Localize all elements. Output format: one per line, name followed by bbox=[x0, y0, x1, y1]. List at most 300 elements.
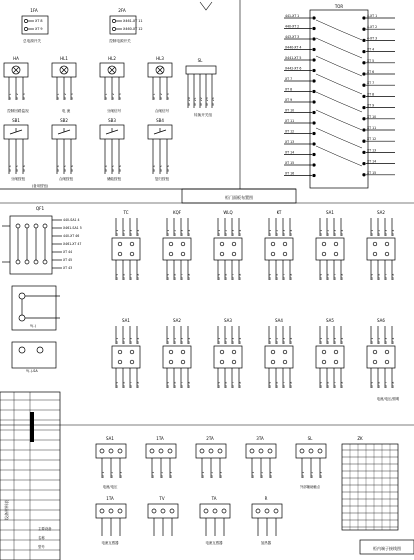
tor-left-label: XT 11 bbox=[285, 119, 295, 123]
relay-row1-terminal-label: XT 1 bbox=[268, 229, 272, 236]
tor-terminal bbox=[313, 38, 316, 41]
button-id: SB4 bbox=[156, 118, 164, 123]
bottom-block-terminal bbox=[300, 449, 304, 453]
lamp-id: HL3 bbox=[156, 56, 164, 61]
bottom-row2-terminal bbox=[152, 509, 156, 513]
lamp-terminal-label: XT 1 bbox=[152, 93, 156, 100]
bottom-row2-box bbox=[96, 504, 126, 518]
lamp-caption: 控制回路监视 bbox=[7, 109, 29, 113]
tor-terminal bbox=[313, 90, 316, 93]
relay-row1-terminal-label: XT 1 bbox=[217, 229, 221, 236]
relay-row2-terminal-label: XT 8 bbox=[187, 381, 191, 388]
qf1-terminal bbox=[43, 224, 47, 228]
bottom-block-terminal bbox=[100, 449, 104, 453]
relay-row1-id: KT bbox=[276, 210, 282, 215]
relay-row2-terminal-label: XT 5 bbox=[370, 381, 374, 388]
lamp-terminal-label: XT 1 bbox=[104, 93, 108, 100]
relay-row2-id: SA1 bbox=[122, 318, 130, 323]
sl-terminal-label: XT 24 bbox=[211, 97, 215, 106]
relay-row1-terminal-label: XT 7 bbox=[231, 273, 235, 280]
tor-right-label: XT 15 bbox=[367, 170, 377, 175]
relay-row1-id: SA1 bbox=[326, 210, 334, 215]
tor-terminal bbox=[363, 95, 366, 98]
tor-left-label: XT 14 bbox=[285, 150, 295, 155]
relay-row2-terminal-label: XT 5 bbox=[115, 381, 119, 388]
relay-row2-terminal-label: XT 2 bbox=[122, 337, 126, 344]
tor-right-label: XT 8 bbox=[367, 92, 375, 97]
bottom-block-caption: 电流/电压 bbox=[102, 485, 118, 489]
tor-internal-wire bbox=[316, 146, 362, 166]
button-terminal-label: XT 5 bbox=[111, 165, 115, 172]
tor-left-label: XT 12 bbox=[285, 129, 295, 134]
north-arrow bbox=[200, 2, 212, 10]
relay-row1-terminal-label: XT 5 bbox=[268, 273, 272, 280]
tor-terminal bbox=[363, 39, 366, 42]
relay-row1-terminal bbox=[232, 242, 236, 246]
bottom-row2-id: TA bbox=[211, 496, 217, 501]
relay-row2-terminal-label: XT 6 bbox=[275, 381, 279, 388]
relay-row2-terminal-label: XT 7 bbox=[231, 381, 235, 388]
title-block-text: 主要设备 bbox=[38, 527, 52, 531]
relay-row1-terminal-label: XT 3 bbox=[231, 229, 235, 236]
tor-terminal bbox=[313, 80, 316, 83]
relay-row2-terminal-label: XT 8 bbox=[340, 381, 344, 388]
relay-row1-box bbox=[112, 238, 140, 260]
relay-row1-terminal-label: XT 5 bbox=[115, 273, 119, 280]
relay-row2-terminal bbox=[118, 350, 122, 354]
relay-row1-terminal bbox=[130, 252, 134, 256]
tor-right-label: 4-XT 1 bbox=[367, 14, 378, 18]
bottom-block-terminal bbox=[259, 449, 263, 453]
relay-row2-box bbox=[265, 346, 293, 368]
relay-row2-terminal-label: XT 7 bbox=[333, 381, 337, 388]
relay-row1-terminal-label: XT 2 bbox=[326, 229, 330, 236]
relay-row1-terminal bbox=[169, 252, 173, 256]
tor-terminal bbox=[363, 73, 366, 76]
bottom-block-label: XT 1 bbox=[251, 471, 255, 478]
relay-row2-terminal bbox=[283, 360, 287, 364]
qf1-label: X461-XT 47 bbox=[63, 242, 82, 246]
button-terminal-label: XT 6 bbox=[166, 165, 170, 172]
relay-row1-terminal-label: XT 2 bbox=[173, 229, 177, 236]
bottom-row2-terminal bbox=[170, 509, 174, 513]
bottom-block-label: XT 3 bbox=[169, 471, 173, 478]
bottom-row2-terminal bbox=[213, 509, 217, 513]
relay-row2-terminal-label: XT 4 bbox=[340, 337, 344, 344]
button-terminal-label: XT 6 bbox=[118, 165, 122, 172]
bottom-block-label: XT 3 bbox=[269, 471, 273, 478]
lamp-terminal-label: XT 2 bbox=[111, 93, 115, 100]
qf1-label: XT 43 bbox=[63, 266, 73, 270]
zk-id: ZK bbox=[357, 436, 363, 441]
button-terminal-label: XT 6 bbox=[70, 165, 74, 172]
relay-row1-terminal bbox=[220, 252, 224, 256]
qf1-terminal bbox=[43, 260, 47, 264]
tor-terminal bbox=[313, 69, 316, 72]
tor-terminal bbox=[313, 101, 316, 104]
relay-row2-terminal bbox=[322, 360, 326, 364]
relay-row2-id: SA5 bbox=[326, 318, 334, 323]
relay-row1-terminal-label: XT 4 bbox=[391, 229, 395, 236]
tor-frame bbox=[310, 10, 368, 188]
tor-right-label: XT 10 bbox=[367, 114, 377, 119]
relay-row2-terminal bbox=[232, 360, 236, 364]
tor-terminal bbox=[313, 164, 316, 167]
tor-terminal bbox=[363, 106, 366, 109]
relay-row2-terminal-label: XT 8 bbox=[289, 381, 293, 388]
sl-box bbox=[186, 66, 216, 74]
button-terminal-label: XT 5 bbox=[159, 165, 163, 172]
relay-row1-terminal-label: XT 3 bbox=[333, 229, 337, 236]
qf1-label: X461-SA1 5 bbox=[63, 226, 82, 230]
switch-id: 1FA bbox=[30, 8, 38, 13]
relay-row2-box bbox=[367, 346, 395, 368]
lamp-caption: 合闸信号 bbox=[154, 109, 170, 113]
bottom-row2-terminal bbox=[109, 509, 113, 513]
relay-row2-terminal bbox=[181, 360, 185, 364]
relay-row1-box bbox=[265, 238, 293, 260]
tor-internal-wire bbox=[316, 38, 362, 58]
relay-row1-terminal-label: XT 5 bbox=[319, 273, 323, 280]
tor-left-label: XT 8 bbox=[285, 87, 293, 92]
relay-row2-terminal bbox=[118, 360, 122, 364]
lamp-terminal-label: XT 3 bbox=[70, 93, 74, 100]
relay-row1-terminal-label: XT 6 bbox=[326, 273, 330, 280]
relay-row1-terminal-label: XT 1 bbox=[115, 229, 119, 236]
tor-right-label: 4-XT 2 bbox=[367, 25, 378, 30]
relay-row1-terminal-label: XT 7 bbox=[384, 273, 388, 280]
switch-terminal-label: XT 9 bbox=[35, 27, 43, 31]
button-terminal-label: XT 4 bbox=[8, 165, 12, 172]
tor-terminal bbox=[313, 27, 316, 30]
bottom-block-label: XT 3 bbox=[319, 471, 323, 478]
relay-row2-terminal-label: XT 3 bbox=[384, 337, 388, 344]
bottom-block-label: XT 2 bbox=[260, 471, 264, 478]
sl-caption: 转换开关组 bbox=[194, 113, 212, 117]
relay-row2-terminal-label: XT 3 bbox=[282, 337, 286, 344]
tor-terminal bbox=[313, 174, 316, 177]
bottom-block-terminal bbox=[200, 449, 204, 453]
bottom-block-terminal bbox=[218, 449, 222, 453]
tor-terminal bbox=[363, 140, 366, 143]
relay-row1-terminal-label: XT 8 bbox=[391, 273, 395, 280]
relay-row2-terminal-label: XT 2 bbox=[173, 337, 177, 344]
bottom-row2-terminal bbox=[161, 509, 165, 513]
lamp-id: HL2 bbox=[108, 56, 116, 61]
bottom-block-terminal bbox=[318, 449, 322, 453]
bottom-block-terminal bbox=[250, 449, 254, 453]
relay-row2-terminal bbox=[181, 350, 185, 354]
button-terminal-label: XT 4 bbox=[152, 165, 156, 172]
relay-row2-terminal bbox=[169, 350, 173, 354]
button-terminal-label: XT 4 bbox=[104, 165, 108, 172]
tor-right-label: XT 14 bbox=[367, 159, 377, 164]
relay-row2-terminal-label: XT 2 bbox=[224, 337, 228, 344]
tor-left-label: X440-XT 4 bbox=[285, 45, 302, 50]
switch-terminal bbox=[24, 19, 27, 22]
qf1-terminal bbox=[25, 224, 29, 228]
bottom-block-label: XT 3 bbox=[119, 471, 123, 478]
materials-table-mark bbox=[30, 412, 34, 442]
relay-row1-id: TC bbox=[123, 210, 129, 215]
relay-row1-terminal bbox=[334, 242, 338, 246]
tor-left-label: XT 7 bbox=[285, 77, 293, 81]
bottom-block-label: XT 2 bbox=[160, 471, 164, 478]
qf1-sub-box2 bbox=[12, 342, 56, 368]
relay-row1-terminal-label: XT 5 bbox=[217, 273, 221, 280]
relay-row2-terminal-label: XT 2 bbox=[377, 337, 381, 344]
relay-row2-terminal-label: XT 5 bbox=[166, 381, 170, 388]
relay-row1-terminal-label: XT 8 bbox=[238, 273, 242, 280]
relay-row1-id: WLQ bbox=[223, 210, 233, 215]
tor-terminal bbox=[363, 151, 366, 154]
relay-row2-terminal-label: XT 4 bbox=[289, 337, 293, 344]
relay-row2-terminal-label: XT 4 bbox=[391, 337, 395, 344]
bottom-block-box bbox=[146, 444, 176, 458]
tor-right-label: XT 4 bbox=[367, 47, 375, 52]
relay-row1-terminal-label: XT 4 bbox=[238, 229, 242, 236]
tor-terminal bbox=[313, 111, 316, 114]
qf1-label: 440-SA1 4 bbox=[63, 218, 80, 222]
button-terminal-label: XT 4 bbox=[56, 165, 60, 172]
tor-terminal bbox=[313, 143, 316, 146]
relay-row2-box bbox=[214, 346, 242, 368]
tor-left-label: XT 15 bbox=[285, 161, 295, 165]
lamp-terminal-label: XT 2 bbox=[63, 93, 67, 100]
relay-row1-terminal-label: XT 3 bbox=[384, 229, 388, 236]
relay-row2-terminal bbox=[385, 350, 389, 354]
relay-row1-terminal-label: XT 7 bbox=[333, 273, 337, 280]
right-side-note: 电流/电压/照明 bbox=[376, 397, 400, 401]
switch-terminal bbox=[24, 27, 27, 30]
tor-left-label: XT 10 bbox=[285, 108, 295, 113]
relay-row1-box bbox=[214, 238, 242, 260]
bottom-row2-caption: 电流互感器 bbox=[101, 541, 119, 545]
relay-row1-terminal bbox=[181, 242, 185, 246]
tor-right-label: XT 6 bbox=[367, 70, 375, 74]
relay-row1-terminal-label: XT 6 bbox=[122, 273, 126, 280]
relay-row1-terminal-label: XT 2 bbox=[122, 229, 126, 236]
relay-row1-terminal-label: XT 3 bbox=[282, 229, 286, 236]
relay-row2-terminal-label: XT 1 bbox=[166, 337, 170, 344]
switch-terminal-label: XT 8 bbox=[35, 19, 43, 23]
relay-row2-terminal-label: XT 2 bbox=[275, 337, 279, 344]
bottom-block-label: XT 3 bbox=[219, 471, 223, 478]
relay-row2-terminal-label: XT 6 bbox=[224, 381, 228, 388]
relay-row2-terminal-label: XT 3 bbox=[180, 337, 184, 344]
bottom-block-label: XT 1 bbox=[301, 471, 305, 478]
relay-row2-terminal bbox=[220, 350, 224, 354]
relay-row2-terminal-label: XT 4 bbox=[238, 337, 242, 344]
bottom-row2-terminal bbox=[222, 509, 226, 513]
relay-row2-terminal-label: XT 6 bbox=[122, 381, 126, 388]
button-id: SB3 bbox=[108, 118, 116, 123]
relay-row1-terminal-label: XT 4 bbox=[136, 229, 140, 236]
tor-right-label: XT 9 bbox=[367, 103, 375, 108]
bottom-block-box bbox=[96, 444, 126, 458]
tor-terminal bbox=[363, 118, 366, 121]
relay-row2-terminal-label: XT 3 bbox=[129, 337, 133, 344]
relay-row1-terminal bbox=[181, 252, 185, 256]
tor-terminal bbox=[363, 84, 366, 87]
relay-row2-terminal-label: XT 5 bbox=[217, 381, 221, 388]
relay-row1-terminal-label: XT 8 bbox=[187, 273, 191, 280]
relay-row2-terminal-label: XT 6 bbox=[377, 381, 381, 388]
relay-row2-terminal bbox=[130, 360, 134, 364]
switch-terminal bbox=[112, 19, 115, 22]
relay-row2-terminal-label: XT 1 bbox=[370, 337, 374, 344]
buttons-note: (备用按钮) bbox=[31, 184, 49, 188]
tor-terminal bbox=[363, 62, 366, 65]
lamp-id: HL1 bbox=[60, 56, 68, 61]
tor-internal-wire bbox=[316, 128, 362, 148]
qf1-terminal bbox=[25, 260, 29, 264]
qf1-sub-coil bbox=[19, 347, 25, 353]
relay-row1-terminal bbox=[385, 252, 389, 256]
sl-terminal-label: XT 20 bbox=[187, 97, 191, 106]
relay-row2-terminal-label: XT 6 bbox=[326, 381, 330, 388]
relay-row2-terminal-label: XT 5 bbox=[268, 381, 272, 388]
relay-row2-terminal-label: XT 6 bbox=[173, 381, 177, 388]
tor-terminal bbox=[363, 17, 366, 20]
relay-row2-terminal-label: XT 1 bbox=[217, 337, 221, 344]
tor-terminal bbox=[363, 162, 366, 165]
bottom-block-caption: 外部辅助触点 bbox=[299, 485, 321, 489]
relay-row2-terminal bbox=[169, 360, 173, 364]
button-caption: 合闸按钮 bbox=[58, 177, 74, 181]
tor-terminal bbox=[313, 59, 316, 62]
materials-table-label: 设备材料表 bbox=[4, 500, 9, 520]
relay-row2-terminal-label: XT 7 bbox=[384, 381, 388, 388]
bottom-row2-terminal bbox=[256, 509, 260, 513]
tor-internal-wire bbox=[316, 74, 362, 94]
switch-terminal-label: X460-XT 12 bbox=[123, 27, 143, 31]
lamp-terminal-label: XT 1 bbox=[8, 93, 12, 100]
relay-row1-terminal bbox=[283, 252, 287, 256]
relay-row1-id: SA2 bbox=[377, 210, 385, 215]
qf1-label: XT 44 bbox=[63, 250, 73, 254]
button-terminal-label: XT 5 bbox=[63, 165, 67, 172]
tor-left-label: XT 16 bbox=[285, 171, 295, 176]
bottom-block-terminal bbox=[118, 449, 122, 453]
relay-row1-terminal-label: XT 5 bbox=[166, 273, 170, 280]
switch-caption: 总电源开关 bbox=[23, 39, 41, 43]
switch-caption: 控制电源开关 bbox=[109, 39, 131, 43]
relay-row2-id: SA4 bbox=[275, 318, 283, 323]
relay-row1-terminal-label: XT 3 bbox=[180, 229, 184, 236]
bottom-block-terminal bbox=[309, 449, 313, 453]
relay-row2-terminal bbox=[283, 350, 287, 354]
relay-row2-terminal-label: XT 7 bbox=[180, 381, 184, 388]
relay-row1-box bbox=[163, 238, 191, 260]
bottom-row2-box bbox=[200, 504, 230, 518]
button-caption: 复归按钮 bbox=[154, 177, 170, 181]
relay-row2-terminal bbox=[271, 350, 275, 354]
relay-row2-box bbox=[316, 346, 344, 368]
bottom-block-label: XT 1 bbox=[151, 471, 155, 478]
relay-row1-terminal bbox=[322, 242, 326, 246]
relay-row1-terminal-label: XT 4 bbox=[340, 229, 344, 236]
relay-row2-id: SA6 bbox=[377, 318, 385, 323]
bottom-block-label: XT 1 bbox=[201, 471, 205, 478]
button-id: SB2 bbox=[60, 118, 68, 123]
tor-right-label: XT 7 bbox=[367, 81, 375, 86]
relay-row1-terminal-label: XT 2 bbox=[224, 229, 228, 236]
sl-terminal-label: XT 23 bbox=[205, 97, 209, 106]
bottom-row2-terminal bbox=[265, 509, 269, 513]
bottom-row2-id: TV bbox=[159, 496, 165, 501]
lamp-caption: 电 流 bbox=[61, 109, 71, 113]
relay-row1-terminal-label: XT 2 bbox=[377, 229, 381, 236]
tor-terminal bbox=[313, 132, 316, 135]
tor-right-label: XT 13 bbox=[367, 148, 377, 153]
tor-terminal bbox=[313, 17, 316, 20]
relay-row1-terminal bbox=[334, 252, 338, 256]
relay-row1-terminal bbox=[169, 242, 173, 246]
relay-row2-terminal bbox=[271, 360, 275, 364]
switch-terminal bbox=[112, 27, 115, 30]
relay-row1-terminal bbox=[322, 252, 326, 256]
relay-row1-terminal-label: XT 6 bbox=[377, 273, 381, 280]
tor-left-label: X442-XT 6 bbox=[285, 66, 302, 71]
lamp-terminal-label: XT 3 bbox=[22, 93, 26, 100]
bottom-block-id: SA1 bbox=[106, 436, 114, 441]
tor-left-label: X441-XT 5 bbox=[285, 56, 302, 60]
title-block-text: 名称 bbox=[38, 536, 45, 540]
tor-left-label: XT 9 bbox=[285, 98, 293, 102]
qf1-terminal bbox=[34, 260, 38, 264]
button-caption: 分闸按钮 bbox=[10, 177, 26, 181]
relay-row2-terminal bbox=[334, 350, 338, 354]
relay-row2-terminal-label: XT 7 bbox=[282, 381, 286, 388]
relay-row1-terminal bbox=[130, 242, 134, 246]
button-id: SB1 bbox=[12, 118, 20, 123]
bottom-row2-id: R bbox=[264, 496, 268, 501]
relay-row1-terminal-label: XT 1 bbox=[370, 229, 374, 236]
tor-right-label: 4-XT 3 bbox=[367, 36, 378, 41]
bottom-frame-label: 柜内端子接线图 bbox=[373, 546, 401, 551]
tor-left-label: 441-XT 1 bbox=[285, 14, 300, 18]
lamp-terminal-label: XT 3 bbox=[118, 93, 122, 100]
tor-terminal bbox=[363, 129, 366, 132]
bottom-block-id: 3TA bbox=[256, 436, 264, 441]
relay-row1-terminal-label: XT 7 bbox=[282, 273, 286, 280]
relay-row1-terminal-label: XT 3 bbox=[129, 229, 133, 236]
relay-row2-terminal-label: XT 4 bbox=[187, 337, 191, 344]
relay-row1-terminal bbox=[118, 242, 122, 246]
lamp-terminal-label: XT 2 bbox=[159, 93, 163, 100]
tor-left-label: XT 13 bbox=[285, 140, 295, 144]
bottom-block-id: 2TA bbox=[206, 436, 214, 441]
bottom-block-box bbox=[246, 444, 276, 458]
relay-row1-terminal bbox=[271, 242, 275, 246]
relay-row2-terminal-label: XT 8 bbox=[136, 381, 140, 388]
title-block-text: 型号 bbox=[38, 545, 45, 549]
bottom-block-terminal bbox=[268, 449, 272, 453]
relay-row2-terminal-label: XT 1 bbox=[115, 337, 119, 344]
tor-right-label: XT 5 bbox=[367, 58, 375, 63]
switch-terminal-label: X461-XT 11 bbox=[123, 19, 143, 23]
relay-row1-terminal bbox=[220, 242, 224, 246]
bottom-block-label: XT 2 bbox=[310, 471, 314, 478]
relay-row2-terminal bbox=[322, 350, 326, 354]
tor-right-label: XT 12 bbox=[367, 137, 377, 142]
relay-row2-terminal bbox=[373, 360, 377, 364]
relay-row1-terminal-label: XT 6 bbox=[275, 273, 279, 280]
button-caption: 储能按钮 bbox=[106, 177, 122, 181]
bottom-row2-terminal bbox=[118, 509, 122, 513]
bottom-block-terminal bbox=[159, 449, 163, 453]
